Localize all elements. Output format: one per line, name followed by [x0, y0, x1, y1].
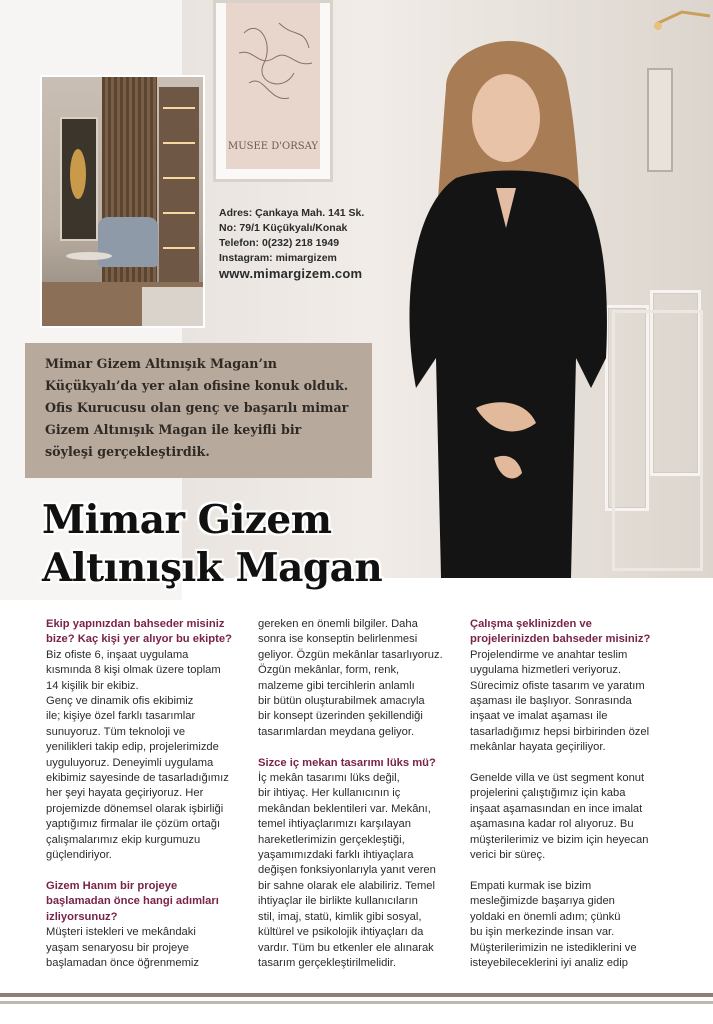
text-column-2: [258, 617, 458, 971]
answer-line: tasarladığımız hepsi birbirinden özel: [470, 725, 650, 738]
intro-line: söyleşi gerçekleştirdik.: [45, 444, 210, 459]
website-link[interactable]: www.mimargizem.com: [219, 266, 363, 281]
article-title: [42, 496, 382, 592]
question-line: izliyorsunuz?: [46, 910, 118, 923]
answer-line: stil, imaj, statü, kimlik gibi sosyal,: [258, 910, 422, 923]
answer-line: ile; kişiye özel farklı tasarımlar: [46, 710, 196, 723]
question-line: Gizem Hanım bir projeye: [46, 879, 178, 892]
answer-line: çalışmalarımız ekip kurgumuzu: [46, 833, 201, 846]
answer-line: Müşteri istekleri ve mekândaki: [46, 926, 196, 939]
answer-line: inşaat ve imalat aşaması ile: [470, 710, 608, 723]
answer-line: mesleğimizde başarıya giden: [470, 895, 615, 908]
answer-line: gereken en önemli bilgiler. Daha: [258, 618, 418, 630]
answer-line: Biz ofiste 6, inşaat uygulama: [46, 648, 189, 661]
poster-title: MUSEE D'ORSAY: [227, 141, 319, 152]
footer-rule: [0, 993, 713, 997]
answer-line: Genelde villa ve üst segment konut: [470, 772, 645, 785]
answer-line: başlamadan önce öğrenmemiz: [46, 956, 199, 969]
answer-line: Genç ve dinamik ofis ekibimiz: [46, 695, 194, 708]
answer-line: Projelendirme ve anahtar teslim: [470, 648, 628, 661]
question-line: Çalışma şeklinizden ve: [470, 618, 592, 630]
answer-line: temel ihtiyaçlarımızı karşılayan: [258, 818, 411, 831]
paragraph-gap: [470, 863, 670, 878]
answer-line: yaptığımız firmalar ile çözüm ortağı: [46, 818, 221, 831]
intro-box: [25, 343, 372, 478]
question-line: bize? Kaç kişi yer alıyor bu ekipte?: [46, 633, 232, 646]
answer-line: sunuyoruz. Tüm teknoloji ve: [46, 725, 186, 738]
answer-line: bir sahne olarak ele alabiliriz. Temel: [258, 879, 436, 892]
museum-poster: [213, 0, 333, 182]
answer-line: uyguluyoruz. Deneyimli uygulama: [46, 756, 214, 769]
answer-line: projelerini çalıştığımız için kaba: [470, 787, 626, 800]
phone: Telefon: 0(232) 218 1949: [219, 237, 340, 249]
instagram: Instagram: mimargizem: [219, 252, 337, 264]
answer-line: bu işin merkezinde insan var.: [470, 926, 615, 939]
answer-line: ihtiyaçlar ile birlikte kullanıcıların: [258, 895, 418, 908]
answer-line: kültürel ve psikolojik ihtiyaçları da: [258, 926, 424, 939]
answer-line: aşamasına kadar rol alıyoruz. Bu: [470, 818, 634, 831]
answer-line: verici bir süreç.: [470, 849, 546, 862]
wall-frame: [647, 68, 673, 172]
answer-line: isteyebileceklerini iyi analiz edip: [470, 956, 628, 969]
question-line: Sizce iç mekan tasarımı lüks mü?: [258, 756, 436, 769]
question-line: Ekip yapınızdan bahseder misiniz: [46, 618, 225, 630]
intro-line: Gizem Altınışık Magan ile keyifli bir: [45, 422, 302, 437]
intro-line: Küçükyalı’da yer alan ofisine konuk olduk.: [45, 378, 349, 393]
line-art-figures: [234, 13, 314, 113]
answer-line: İç mekân tasarımı lüks değil,: [258, 772, 400, 785]
address-line-1: Adres: Çankaya Mah. 141 Sk.: [219, 207, 365, 219]
answer-line: sonra ise konseptin belirlenmesi: [258, 633, 418, 646]
text-column-1: [46, 617, 246, 971]
answer-line: Özgün mekânlar, form, renk,: [258, 664, 400, 677]
answer-line: kısmında 8 kişi olmak üzere toplam: [46, 664, 221, 677]
answer-line: 14 kişilik bir ekibiz.: [46, 679, 139, 692]
text-column-3: [470, 617, 670, 971]
answer-line: Empati kurmak ise bizim: [470, 879, 592, 892]
paragraph-gap: [46, 864, 246, 879]
answer-line: yenilikleri takip edip, projelerimizde: [46, 741, 219, 754]
answer-line: bir konsept üzerinden şekillendiği: [258, 710, 423, 723]
question-line: projelerinizden bahseder misiniz?: [470, 633, 651, 646]
answer-line: uygulama hizmetleri veriyoruz.: [470, 664, 622, 677]
answer-line: ekibimiz sayesinde de tasarladığımız: [46, 772, 229, 785]
answer-line: tasarım gerçekleştirilmelidir.: [258, 956, 397, 969]
answer-line: aşaması ile başlıyor. Sonrasında: [470, 695, 632, 708]
paragraph-gap: [470, 756, 670, 771]
intro-line: Mimar Gizem Altınışık Magan’ın: [45, 356, 277, 371]
question-line: başlamadan önce hangi adımları: [46, 895, 219, 908]
answer-line: Sürecimiz ofiste tasarım ve yaratım: [470, 679, 645, 692]
answer-line: yaşamımızdaki farklı ihtiyaçlara: [258, 849, 414, 862]
answer-line: tasarımlardan meydana geliyor.: [258, 725, 415, 738]
intro-line: Ofis Kurucusu olan genç ve başarılı mimar: [45, 400, 349, 415]
paragraph-gap: [258, 740, 458, 755]
answer-line: malzeme gibi tercihlerin anlamlı: [258, 679, 415, 692]
answer-line: müşterilerimiz ve bizim için heyecan: [470, 833, 649, 846]
answer-line: projemizde dönemsel olarak işbirliği: [46, 802, 224, 815]
address-line-2: No: 79/1 Küçükyalı/Konak: [219, 222, 348, 234]
answer-line: hareketlerimizin gerçekleştiği,: [258, 833, 405, 846]
title-line-1: Mimar Gizem: [42, 497, 332, 543]
answer-line: yaşam senaryosu bir projeye: [46, 941, 190, 954]
answer-line: her şeyi hayata geçiriyoruz. Her: [46, 787, 204, 800]
wall-lamp-icon: [652, 6, 712, 36]
answer-line: mekândan beklentileri var. Mekânı,: [258, 802, 431, 815]
footer-rule-thin: [0, 1001, 713, 1004]
answer-line: vardır. Tüm bu etkenler ele alınarak: [258, 941, 434, 954]
answer-line: güçlendiriyor.: [46, 849, 112, 862]
answer-line: bir bütün oluşturabilmek amacıyla: [258, 695, 425, 708]
answer-line: yoldaki en önemli adım; çünkü: [470, 910, 621, 923]
answer-line: geliyor. Özgün mekânlar tasarlıyoruz.: [258, 648, 443, 661]
answer-line: bir ihtiyaç. Her kullanıcının iç: [258, 787, 401, 800]
contact-info: [219, 206, 364, 281]
title-line-2: Altınışık Magan: [42, 545, 383, 591]
answer-line: inşaat aşamasından en ince imalat: [470, 802, 643, 815]
portrait-woman: [396, 28, 626, 578]
answer-line: mekânlar hayata geçiriliyor.: [470, 741, 606, 754]
office-interior-photo: [40, 75, 205, 328]
answer-line: değişen fonksiyonlarıyla yanıt veren: [258, 864, 436, 877]
answer-line: Müşterilerimizin ne istediklerini ve: [470, 941, 637, 954]
